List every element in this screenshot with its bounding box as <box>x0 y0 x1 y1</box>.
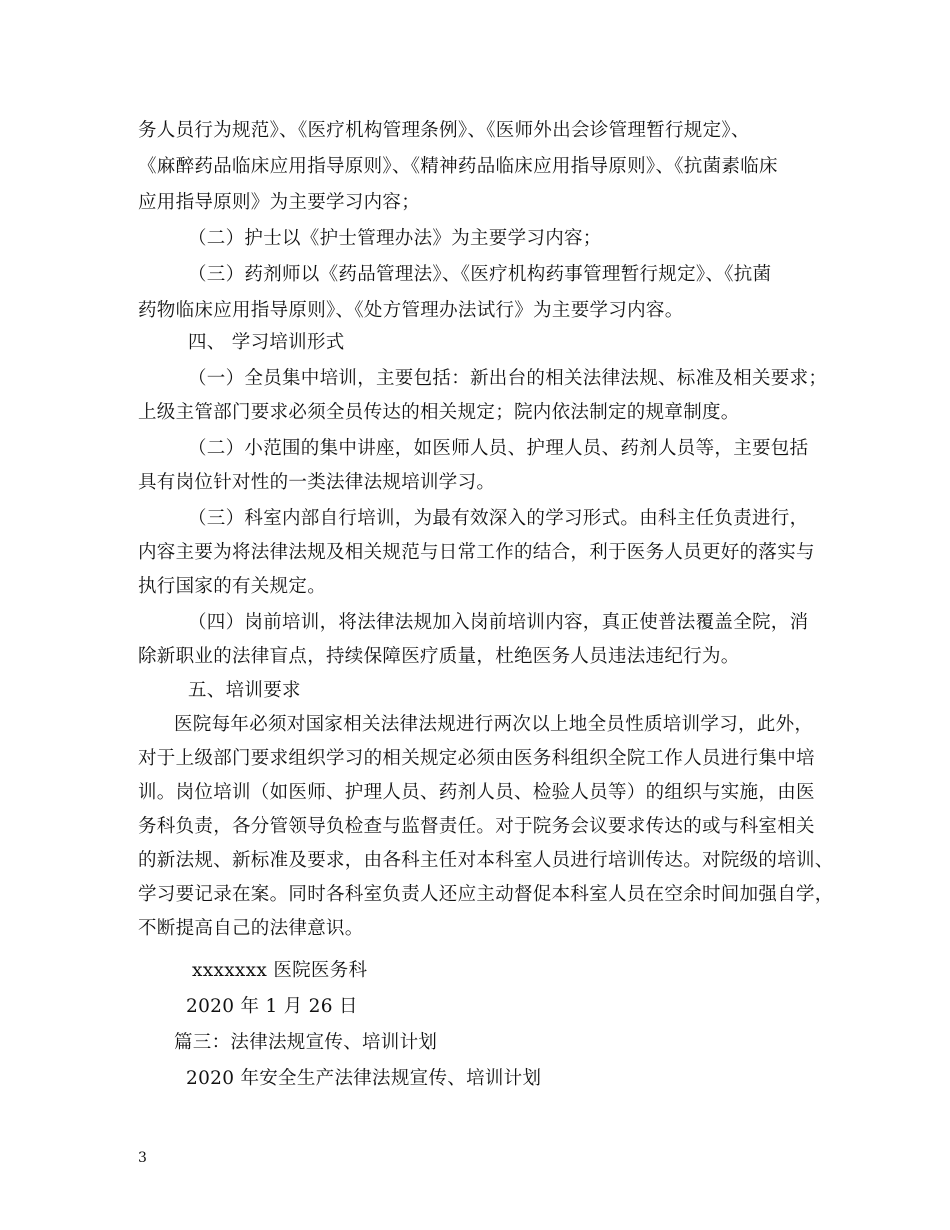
text-line: 务人员行为规范》、《医疗机构管理条例》、《医师外出会诊管理暂行规定》、 <box>138 120 750 141</box>
section-heading: 四、 学习培训形式 <box>188 332 345 353</box>
text-line: 《麻醉药品临床应用指导原则》、《精神药品临床应用指导原则》、《抗菌素临床 <box>138 156 778 177</box>
text-line: 上级主管部门要求必须全员传达的相关规定；院内依法制定的规章制度。 <box>138 402 740 423</box>
text-line: 内容主要为将法律法规及相关规范与日常工作的结合，利于医务人员更好的落实与 <box>138 542 815 563</box>
text-line: 的新法规、新标准及要求，由各科主任对本科室人员进行培训传达。对院级的培训、 <box>138 850 834 871</box>
text-line: 除新职业的法律盲点，持续保障医疗质量，杜绝医务人员违法违纪行为。 <box>138 646 740 667</box>
text-line: （三）科室内部自行培训，为最有效深入的学习形式。由科主任负责进行， <box>188 508 809 529</box>
text-line: 医院每年必须对国家相关法律法规进行两次以上地全员性质培训学习，此外， <box>174 714 814 735</box>
text-line: 执行国家的有关规定。 <box>138 576 327 597</box>
text-line: 药物临床应用指导原则》、《处方管理办法试行》为主要学习内容。 <box>138 300 684 321</box>
text-line: 对于上级部门要求组织学习的相关规定必须由医务科组织全院工作人员进行集中培 <box>138 748 815 769</box>
text-line: （二）小范围的集中讲座，如医师人员、护理人员、药剂人员等，主要包括 <box>188 438 809 459</box>
text-line: （四）岗前培训，将法律法规加入岗前培训内容，真正使普法覆盖全院，消 <box>188 612 809 633</box>
text-line: 训。岗位培训（如医师、护理人员、药剂人员、检验人员等）的组织与实施，由医 <box>138 782 815 803</box>
text-line: 具有岗位针对性的一类法律法规培训学习。 <box>138 472 496 493</box>
page-number: 3 <box>138 1150 147 1166</box>
text-line: 务科负责，各分管领导负检查与监督责任。对于院务会议要求传达的或与科室相关 <box>138 816 815 837</box>
text-line: 应用指导原则》为主要学习内容； <box>138 192 421 213</box>
text-line: （二）护士以《护士管理办法》为主要学习内容； <box>188 228 602 249</box>
plan-title: 2020 年安全生产法律法规宣传、培训计划 <box>186 1068 542 1089</box>
text-line: 学习要记录在案。同时各科室负责人还应主动督促本科室人员在空余时间加强自学， <box>138 884 834 905</box>
text-line: 不断提高自己的法律意识。 <box>138 918 364 939</box>
signature-department: xxxxxxx 医院医务科 <box>192 960 368 981</box>
section-heading: 篇三：法律法规宣传、培训计划 <box>174 1032 438 1053</box>
section-heading: 五、培训要求 <box>188 680 301 701</box>
text-line: （三）药剂师以《药品管理法》、《医疗机构药事管理暂行规定》、《抗菌 <box>188 264 772 285</box>
text-line: （一）全员集中培训，主要包括：新出台的相关法律法规、标准及相关要求； <box>188 368 828 389</box>
signature-date: 2020 年 1 月 26 日 <box>186 996 358 1017</box>
